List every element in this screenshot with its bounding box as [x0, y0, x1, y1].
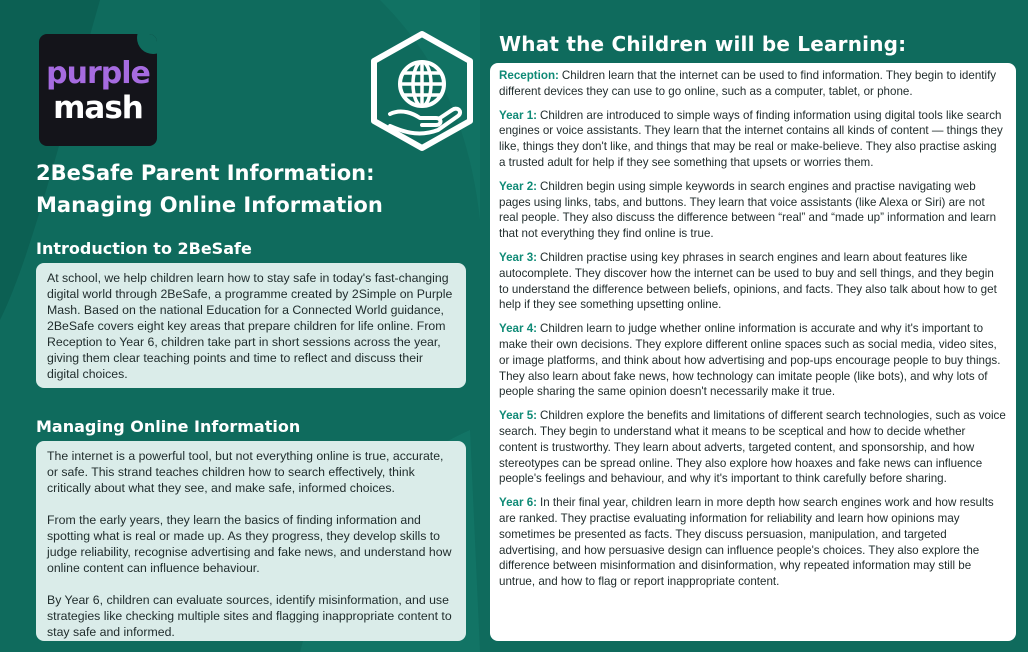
year-block-6	[499, 495, 1006, 590]
purple-mash-logo	[39, 34, 157, 146]
year-text: Children learn to judge whether online information is accurate and why it's important to make their own decisions. They explore different online spaces such as social media, video sites, or image platforms, and think about how advertising and pop-ups encourage people to buy things. They also learn about fake news, how technology can imitate people (like bots), and why lots of people sharing the same opinion doesn't necessarily make it true.	[499, 322, 1001, 399]
managing-paragraph-2: From the early years, they learn the basics of finding information and spotting what is real or made up. As they progress, they develop skills to judge reliability, recognise advertising and fake news, and understand how online content can influence behaviour.	[47, 513, 452, 575]
page-title	[36, 157, 456, 221]
page-title-line-2: Managing Online Information	[36, 193, 383, 217]
logo-text-purple: purple	[46, 56, 150, 91]
year-text: Children practise using key phrases in search engines and learn about features like autocomplete. They discover how the internet can be used to buy and sell things, and they begin to understand the difference between beliefs, opinions, and facts. They also talk about how to get help if they see something upsetting online.	[499, 250, 997, 312]
managing-box	[36, 441, 466, 641]
learning-panel	[490, 63, 1016, 641]
year-label: Year 2:	[499, 179, 538, 193]
learning-heading: What the Children will be Learning:	[499, 32, 907, 56]
managing-heading: Managing Online Information	[36, 417, 301, 436]
globe-in-hand-icon	[366, 30, 478, 152]
year-label: Year 3:	[499, 250, 538, 264]
logo-text-mash: mash	[53, 90, 143, 126]
managing-paragraph-3: By Year 6, children can evaluate sources, identify misinformation, and use strategies like checking multiple sites and flagging inappropriate content to stay safe and informed.	[47, 593, 452, 639]
year-label: Year 5:	[499, 409, 538, 423]
year-block-5	[499, 408, 1006, 487]
intro-heading: Introduction to 2BeSafe	[36, 239, 252, 258]
year-text: Children begin using simple keywords in search engines and practise navigating web pages using links, tabs, and buttons. They learn that voice assistants (like Alexa or Siri) are not real people. They also discuss the difference between “real” and “made up” information and learn that not everything they find online is true.	[499, 179, 997, 241]
managing-paragraph-1: The internet is a powerful tool, but not everything online is true, accurate, or safe. This strand teaches children how to search effectively, think critically about what they see, and make safe, informed choices.	[47, 449, 444, 495]
year-label: Reception:	[499, 69, 559, 82]
year-block-1	[499, 108, 1006, 171]
year-block-reception	[499, 68, 1006, 100]
year-label: Year 4:	[499, 322, 538, 336]
page-title-line-1: 2BeSafe Parent Information:	[36, 161, 375, 185]
year-label: Year 6:	[499, 496, 538, 510]
year-text: In their final year, children learn in more depth how search engines work and how results are ranked. They practise evaluating information for reliability and learn how opinions may sometimes be presented as facts. They discuss persuasion, manipulation, and targeted advertising, and how persuasive design can influence people's choices. They also explore the difference between misinformation and disinformation, why repeated information may still be untrue, and how to flag or report inappropriate content.	[499, 496, 994, 589]
year-block-4	[499, 321, 1006, 400]
year-text: Children explore the benefits and limitations of different search technologies, such as voice search. They begin to understand what it means to be sceptical and how to decide whether content is trustworthy. They learn about adverts, targeted content, and sponsorship, and how stereotypes can be spread online. They also explore how hoaxes and fake news can influence people's feelings and behaviour, and why it's important to think carefully before sharing.	[499, 409, 1006, 486]
intro-paragraph: At school, we help children learn how to stay safe in today's fast-changing digital world through 2BeSafe, a programme created by 2Simple on Purple Mash. Based on the national Education for a Connected World guidance, 2BeSafe covers eight key areas that prepare children for life online. From Reception to Year 6, children take part in short sessions across the year, giving them clear teaching points and time to reflect and discuss their digital choices.	[47, 271, 453, 381]
intro-box	[36, 263, 466, 388]
year-text: Children are introduced to simple ways of finding information using digital tools like search engines or voice assistants. They learn that the internet contains all kinds of content — things they like, things they don't like, and things that may be real or make-believe. They also practise asking a trusted adult for help if they see something that upsets or worries them.	[499, 108, 1003, 169]
year-block-2	[499, 179, 1006, 242]
logo-bite-shape	[137, 34, 157, 54]
year-text: Children learn that the internet can be used to find information. They begin to identify different devices they can use to go online, such as a computer, tablet, or phone.	[499, 69, 997, 98]
year-block-3	[499, 250, 1006, 313]
year-label: Year 1:	[499, 108, 538, 122]
